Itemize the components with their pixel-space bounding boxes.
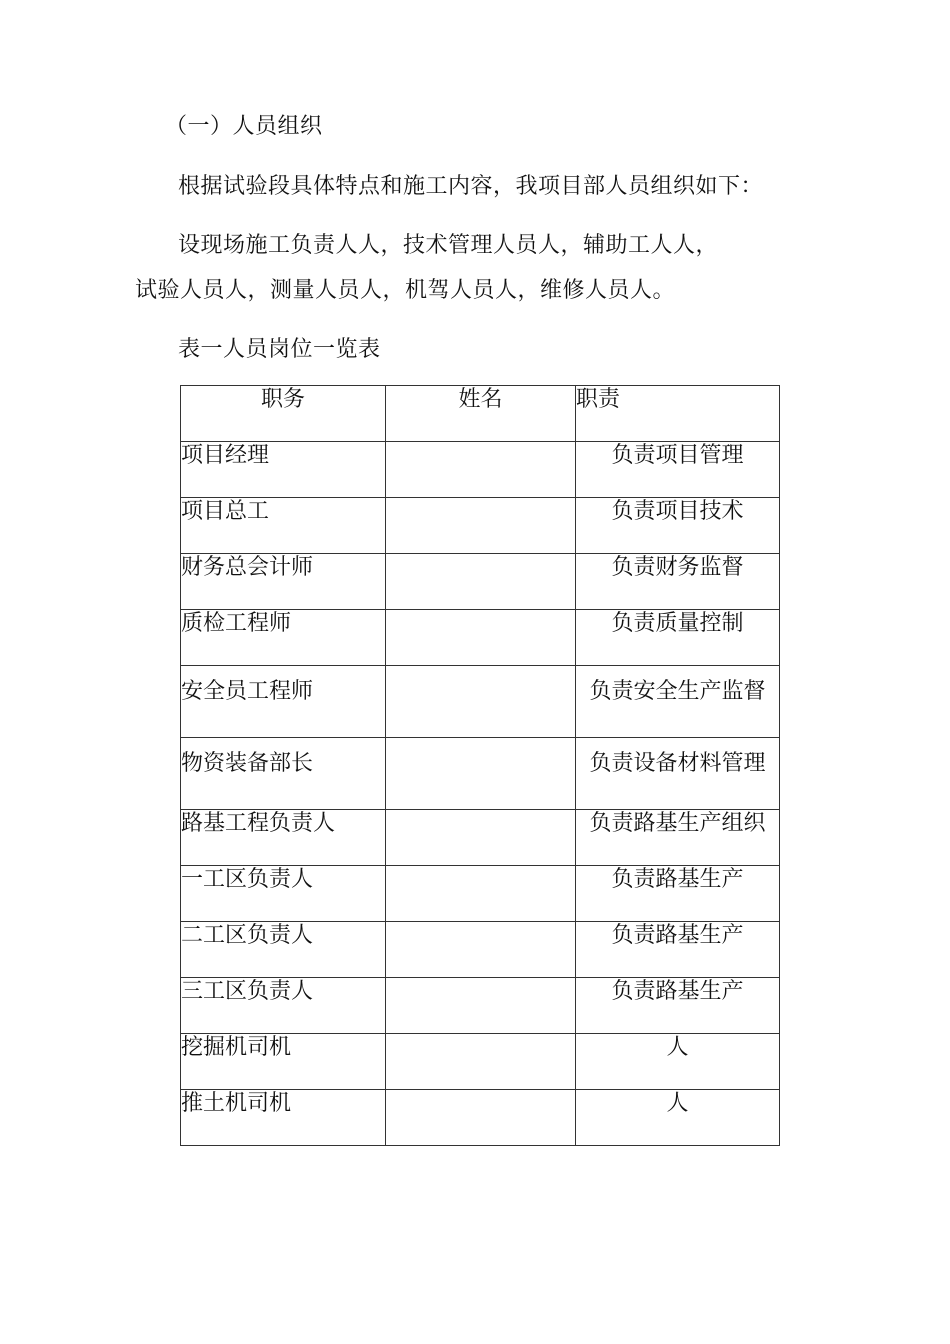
cell-duty: 负责质量控制 (576, 610, 780, 666)
table-caption: 表一人员岗位一览表 (178, 337, 381, 362)
staffing-paragraph-line-2: 试验人员人，测量人员人，机驾人员人，维修人员人。 (135, 278, 676, 303)
table-row (181, 810, 780, 866)
cell-name (386, 1090, 576, 1146)
table-row (181, 666, 780, 738)
cell-role: 财务总会计师 (181, 554, 386, 610)
cell-duty: 负责路基生产 (576, 978, 780, 1034)
header-role: 职务 (181, 386, 386, 442)
table-row (181, 978, 780, 1034)
cell-name (386, 666, 576, 738)
staffing-paragraph-line-1: 设现场施工负责人人，技术管理人员人，辅助工人人， (178, 233, 719, 258)
table-row (181, 1034, 780, 1090)
cell-duty: 负责项目技术 (576, 498, 780, 554)
cell-name (386, 866, 576, 922)
cell-duty: 负责财务监督 (576, 554, 780, 610)
cell-role: 三工区负责人 (181, 978, 386, 1034)
cell-duty: 负责路基生产 (576, 922, 780, 978)
cell-role: 挖掘机司机 (181, 1034, 386, 1090)
cell-name (386, 442, 576, 498)
table-row (181, 498, 780, 554)
cell-duty: 负责路基生产 (576, 866, 780, 922)
table-row (181, 1090, 780, 1146)
cell-duty: 人 (576, 1034, 780, 1090)
cell-name (386, 810, 576, 866)
intro-paragraph: 根据试验段具体特点和施工内容，我项目部人员组织如下： (178, 174, 764, 199)
cell-duty: 人 (576, 1090, 780, 1146)
cell-role: 项目总工 (181, 498, 386, 554)
cell-role: 质检工程师 (181, 610, 386, 666)
personnel-table (180, 385, 780, 1146)
table-row (181, 738, 780, 810)
cell-duty: 负责路基生产组织 (576, 810, 780, 866)
cell-role: 物资装备部长 (181, 738, 386, 810)
header-duty: 职责 (576, 386, 780, 442)
table-header-row (181, 386, 780, 442)
table-row (181, 922, 780, 978)
cell-role: 推土机司机 (181, 1090, 386, 1146)
cell-duty: 负责安全生产监督 (576, 666, 780, 738)
cell-role: 二工区负责人 (181, 922, 386, 978)
cell-role: 项目经理 (181, 442, 386, 498)
cell-name (386, 978, 576, 1034)
cell-role: 安全员工程师 (181, 666, 386, 738)
table-row (181, 442, 780, 498)
section-heading: （一）人员组织 (165, 114, 323, 139)
cell-name (386, 554, 576, 610)
cell-duty: 负责项目管理 (576, 442, 780, 498)
cell-name (386, 738, 576, 810)
table-row (181, 610, 780, 666)
cell-role: 路基工程负责人 (181, 810, 386, 866)
cell-name (386, 922, 576, 978)
table-row (181, 554, 780, 610)
table-row (181, 866, 780, 922)
cell-name (386, 498, 576, 554)
cell-name (386, 610, 576, 666)
header-name: 姓名 (386, 386, 576, 442)
cell-name (386, 1034, 576, 1090)
cell-role: 一工区负责人 (181, 866, 386, 922)
cell-duty: 负责设备材料管理 (576, 738, 780, 810)
